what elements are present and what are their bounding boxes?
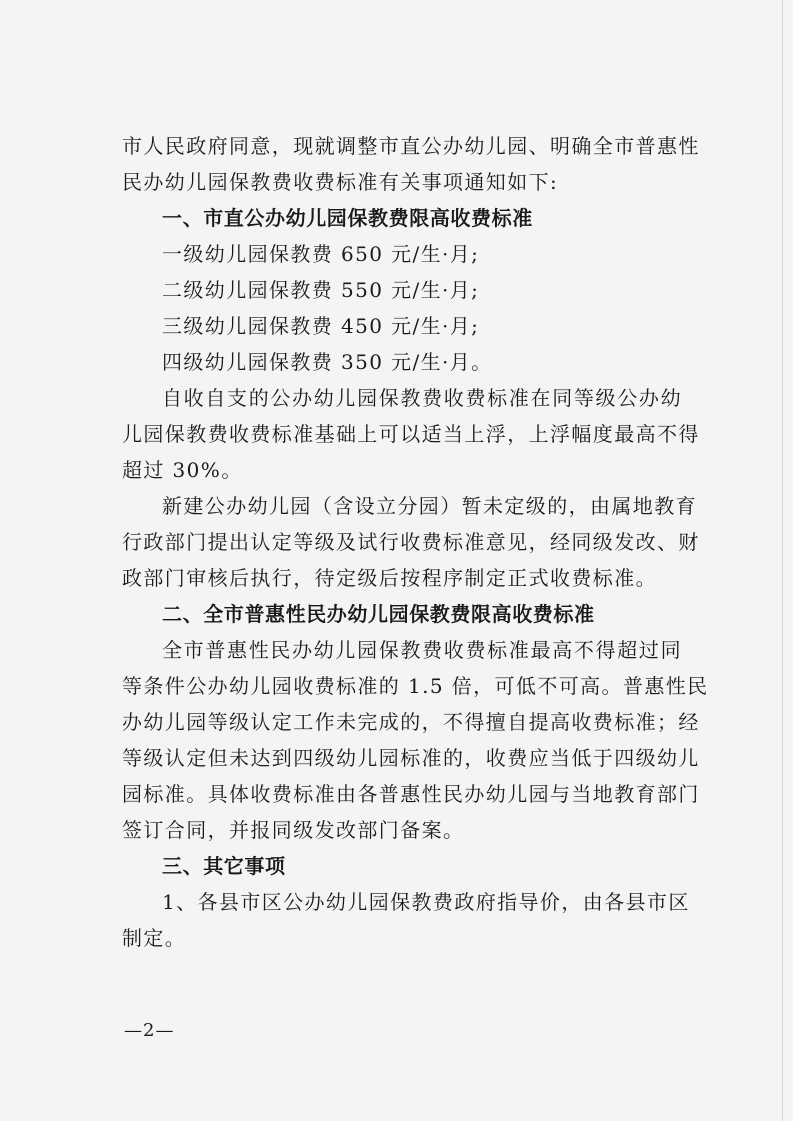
text-line: 行政部门提出认定等级及试行收费标准意见，经同级发改、财 (122, 530, 700, 554)
text-line: 市人民政府同意，现就调整市直公办幼儿园、明确全市普惠性 (122, 134, 700, 158)
scan-edge-line (782, 0, 783, 1121)
section-heading-3: 三、其它事项 (162, 854, 286, 878)
text-line: 等级认定但未达到四级幼儿园标准的，收费应当低于四级幼儿 (122, 746, 700, 770)
text-line: 等条件公办幼儿园收费标准的 1.5 倍，可低不可高。普惠性民 (122, 674, 709, 698)
text-line: 办幼儿园等级认定工作未完成的，不得擅自提高收费标准；经 (122, 710, 700, 734)
fee-item-level-3: 三级幼儿园保教费 450 元/生·月; (162, 314, 480, 338)
page-number: —2— (124, 1020, 175, 1041)
text-line: 1、各县市区公办幼儿园保教费政府指导价，由各县市区 (162, 890, 690, 914)
text-line: 签订合同，并报同级发改部门备案。 (122, 818, 465, 842)
text-line: 超过 30%。 (122, 458, 243, 482)
fee-item-level-1: 一级幼儿园保教费 650 元/生·月; (162, 242, 480, 266)
text-line: 园标准。具体收费标准由各普惠性民办幼儿园与当地教育部门 (122, 782, 700, 806)
text-line: 民办幼儿园保教费收费标准有关事项通知如下: (122, 170, 559, 194)
text-line: 新建公办幼儿园（含设立分园）暂未定级的，由属地教育 (162, 494, 697, 518)
text-line: 制定。 (122, 926, 187, 950)
text-line: 自收自支的公办幼儿园保教费收费标准在同等级公办幼 (162, 386, 682, 410)
fee-item-level-4: 四级幼儿园保教费 350 元/生·月。 (162, 350, 493, 374)
text-line: 儿园保教费收费标准基础上可以适当上浮，上浮幅度最高不得 (122, 422, 700, 446)
text-line: 政部门审核后执行，待定级后按程序制定正式收费标准。 (122, 566, 657, 590)
text-line: 全市普惠性民办幼儿园保教费收费标准最高不得超过同 (162, 638, 682, 662)
section-heading-1: 一、市直公办幼儿园保教费限高收费标准 (162, 206, 533, 230)
body-text (122, 128, 709, 956)
section-heading-2: 二、全市普惠性民办幼儿园保教费限高收费标准 (162, 602, 595, 626)
fee-item-level-2: 二级幼儿园保教费 550 元/生·月; (162, 278, 480, 302)
